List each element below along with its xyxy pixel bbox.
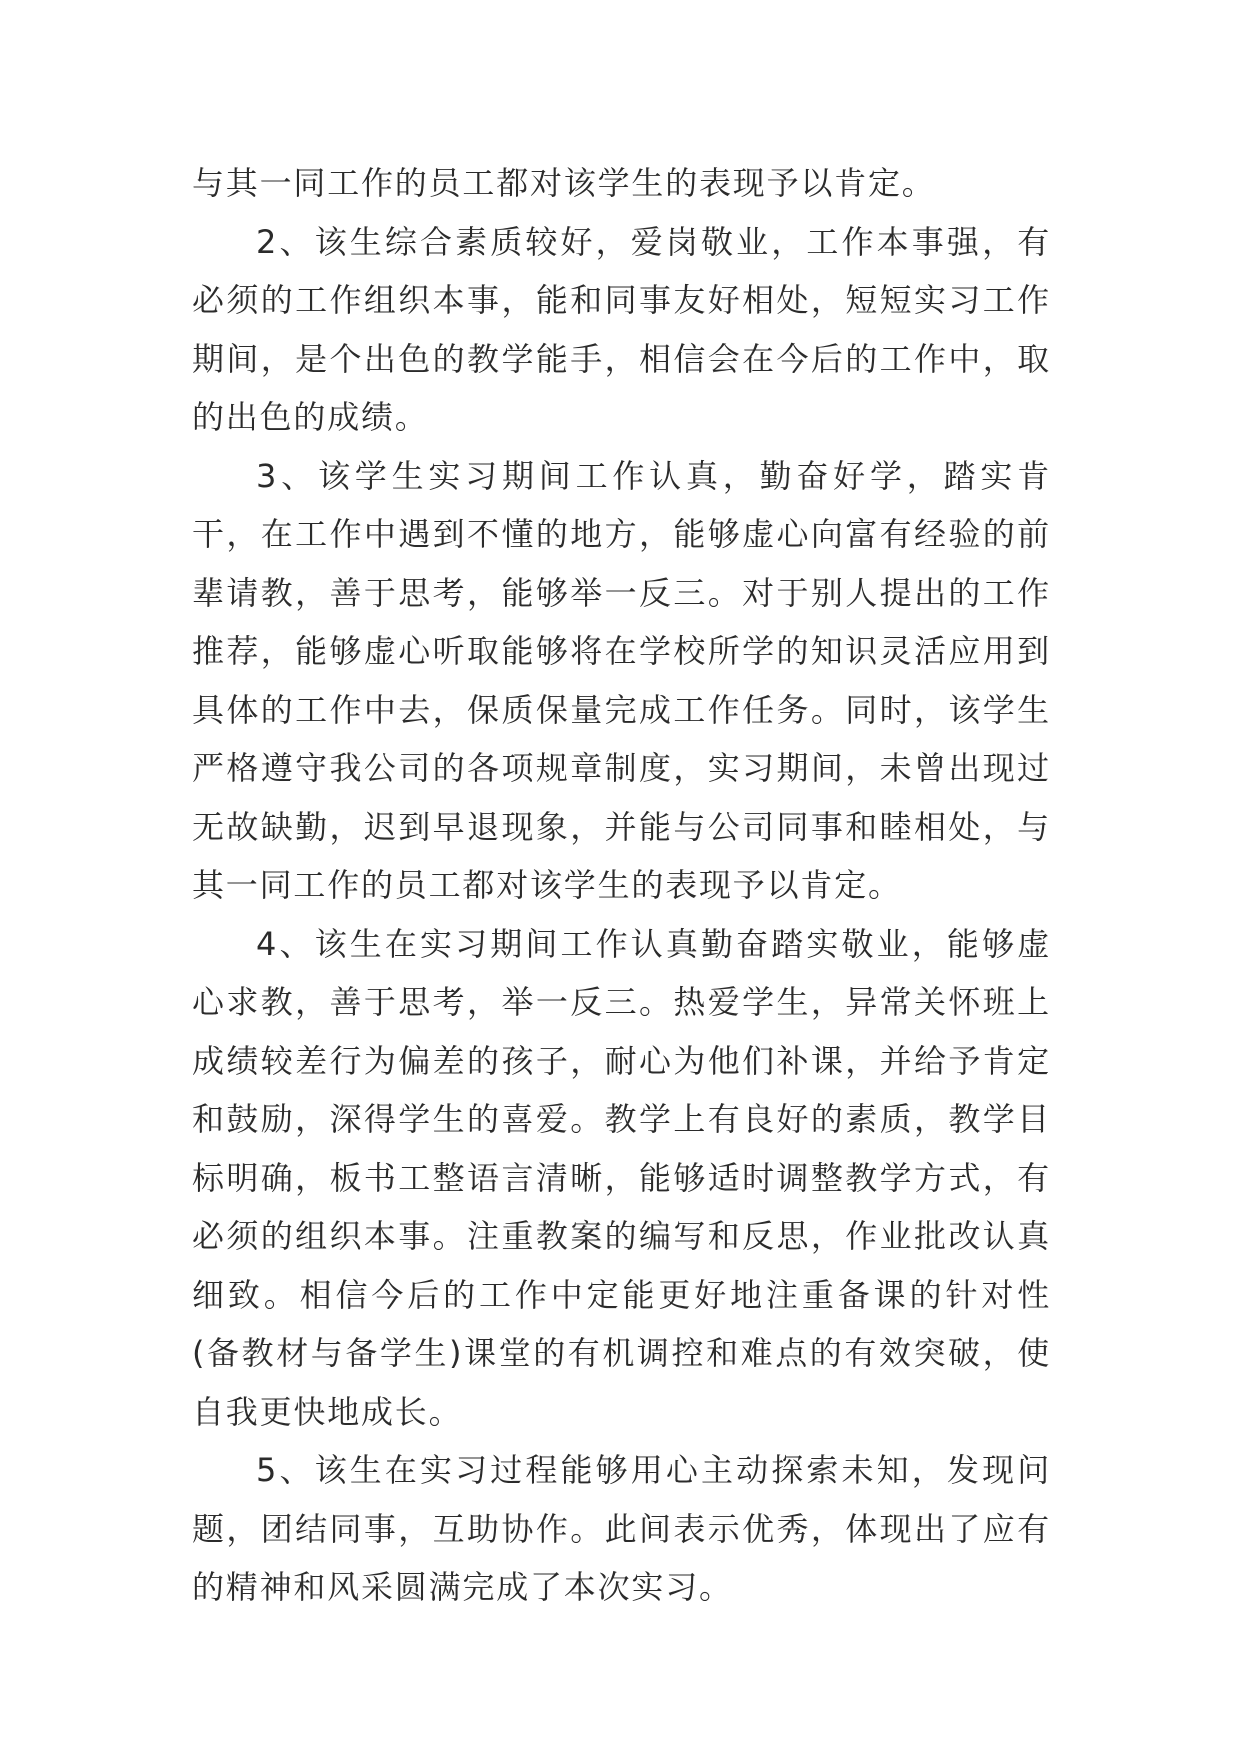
- paragraph-item-4: 4、该生在实习期间工作认真勤奋踏实敬业，能够虚心求教，善于思考，举一反三。热爱学生，异常关怀班上成绩较差行为偏差的孩子，耐心为他们补课，并给予肯定和鼓励，深得学生的喜爱。教学上有良好的素质，教学目标明确，板书工整语言清晰，能够适时调整教学方式，有必须的组织本事。注重教案的编写和反思，作业批改认真细致。相信今后的工作中定能更好地注重备课的针对性(备教材与备学生)课堂的有机调控和难点的有效突破，使自我更快地成长。: [192, 924, 1051, 1431]
- paragraph-continuation: 与其一同工作的员工都对该学生的表现予以肯定。: [192, 164, 936, 202]
- paragraph-item-3: 3、该学生实习期间工作认真，勤奋好学，踏实肯干，在工作中遇到不懂的地方，能够虚心向富有经验的前辈请教，善于思考，能够举一反三。对于别人提出的工作推荐，能够虚心听取能够将在学校所学的知识灵活应用到具体的工作中去，保质保量完成工作任务。同时，该学生严格遵守我公司的各项规章制度，实习期间，未曾出现过无故缺勤，迟到早退现象，并能与公司同事和睦相处，与其一同工作的员工都对该学生的表现予以肯定。: [192, 456, 1051, 904]
- paragraph-item-5: 5、该生在实习过程能够用心主动探索未知，发现问题，团结同事，互助协作。此间表示优秀，体现出了应有的精神和风采圆满完成了本次实习。: [192, 1451, 1051, 1606]
- paragraph-item-2: 2、该生综合素质较好，爱岗敬业，工作本事强，有必须的工作组织本事，能和同事友好相处，短短实习工作期间，是个出色的教学能手，相信会在今后的工作中，取的出色的成绩。: [192, 222, 1051, 436]
- document-body: [192, 154, 1051, 1617]
